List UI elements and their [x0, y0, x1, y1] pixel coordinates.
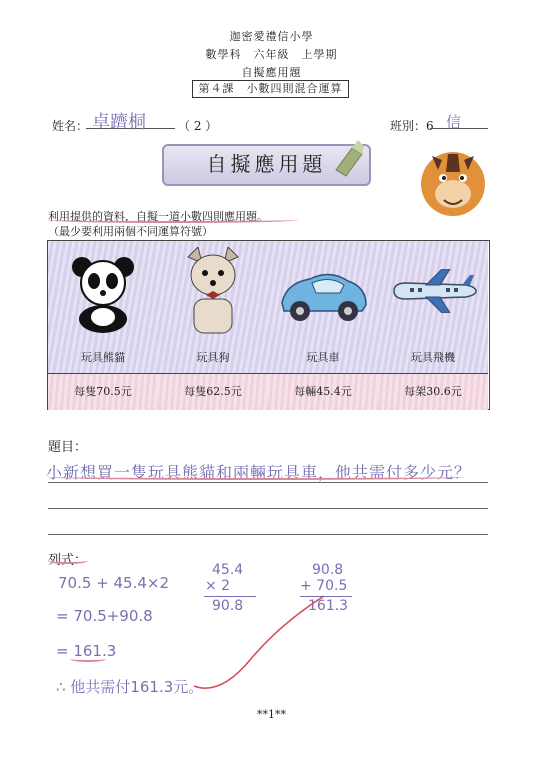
item-price: 每隻62.5元	[158, 373, 268, 410]
class-label: 班別：6	[390, 119, 434, 133]
answer-line-3	[48, 534, 488, 535]
item-picture	[378, 241, 488, 373]
item-cell-panda	[48, 241, 158, 409]
equation-line-2: = 70.5+90.8	[56, 607, 153, 625]
panda-icon	[68, 253, 138, 333]
school-name: 迦密愛禮信小學	[229, 30, 314, 43]
item-name: 玩具飛機	[411, 351, 455, 364]
question-answer-underline	[46, 474, 466, 480]
question-answer: 小新想買一隻玩具熊貓和兩輛玩具車，他共需付多少元？	[46, 463, 472, 482]
worksheet-title: 自擬應用題	[241, 66, 302, 79]
item-picture	[158, 241, 268, 373]
page-number: **1**	[257, 708, 286, 721]
add-top: 90.8	[312, 562, 344, 578]
item-price: 每隻70.5元	[48, 373, 158, 410]
item-name: 玩具熊貓	[81, 351, 125, 364]
working-label: 列式：	[48, 553, 88, 568]
conclusion: ∴ 他共需付161.3元。	[56, 678, 204, 696]
instruction-line-2: （最少要利用兩個不同運算符號）	[48, 225, 213, 238]
mult-result: 90.8	[212, 598, 244, 614]
item-picture	[268, 241, 378, 373]
subject-line: 數學科 六年級 上學期	[205, 48, 338, 61]
result-underline	[70, 656, 106, 662]
answer-line-2	[48, 508, 488, 509]
mult-operator: × 2	[205, 578, 231, 594]
horse-icon	[418, 150, 488, 218]
equation-line-3: = 161.3	[56, 642, 117, 660]
name-label: 姓名：	[52, 119, 89, 133]
check-mark-icon	[190, 590, 330, 700]
lesson-box: 第４課 小數四則混合運算	[192, 80, 349, 98]
item-name: 玩具車	[306, 351, 340, 364]
class-value: 信	[446, 113, 462, 131]
item-price: 每輛45.4元	[268, 373, 378, 410]
car-icon	[276, 265, 370, 325]
crayon-icon	[330, 138, 370, 178]
item-cell-dog	[158, 241, 268, 409]
student-number: （ 2 ）	[178, 119, 218, 133]
item-picture	[48, 241, 158, 373]
answer-line-1	[48, 482, 488, 483]
question-label: 題目：	[48, 440, 88, 455]
mult-top: 45.4	[212, 562, 244, 578]
item-cell-airplane	[378, 241, 488, 409]
dog-icon	[180, 247, 246, 339]
airplane-icon	[386, 269, 480, 313]
add-result: 161.3	[308, 598, 349, 614]
item-cell-car	[268, 241, 378, 409]
instruction-line-1: 利用提供的資料，自擬一道小數四則應用題。	[48, 210, 268, 223]
title-banner: 自擬應用題	[162, 144, 371, 186]
name-value: 卓躋桐	[92, 112, 146, 133]
add-operator: + 70.5	[300, 578, 348, 594]
working-label-underline	[48, 558, 88, 564]
item-name: 玩具狗	[196, 351, 230, 364]
item-price: 每架30.6元	[378, 373, 488, 410]
equation-line-1: 70.5 + 45.4×2	[58, 574, 170, 592]
item-table	[47, 240, 490, 410]
